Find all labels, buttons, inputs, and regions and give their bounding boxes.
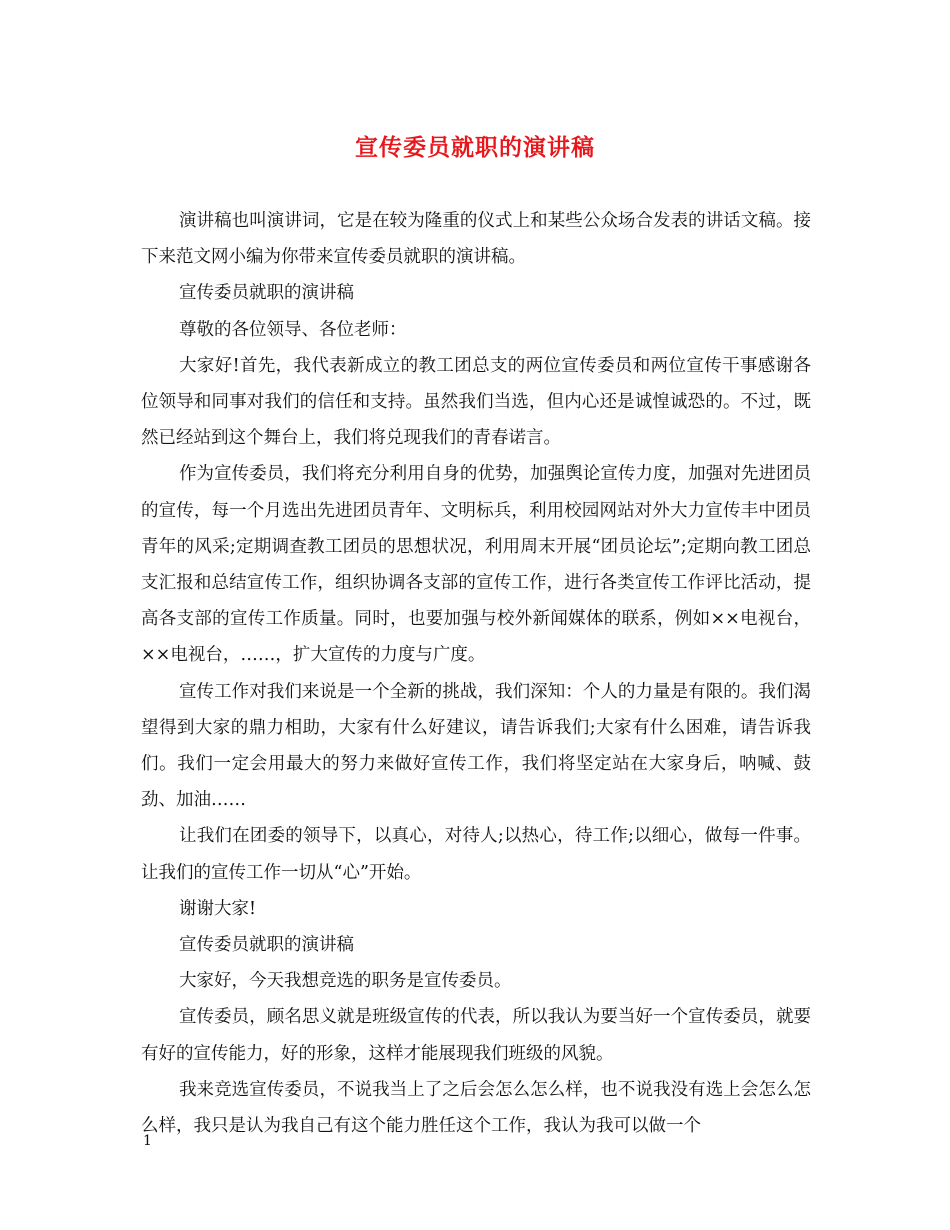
paragraph: 大家好，今天我想竞选的职务是宣传委员。 xyxy=(179,971,512,992)
paragraph: 让我们在团委的领导下，以真心，对待人;以热心，待工作;以细心，做每一件事。让我们的宣传工作一切从“心”开始。 xyxy=(141,826,811,883)
page-number: 1 xyxy=(143,1133,152,1149)
paragraph-thanks: 谢谢大家! xyxy=(179,898,257,919)
paragraph: 大家好!首先，我代表新成立的教工团总支的两位宣传委员和两位宣传干事感谢各位领导和同事对我们的信任和支持。虽然我们当选，但内心还是诚惶诚恐的。不过，既然已经站到这个舞台上，我们将兑现我们的青春诺言。 xyxy=(141,355,811,449)
paragraph-subtitle: 宣传委员就职的演讲稿 xyxy=(179,283,354,304)
paragraph-salutation: 尊敬的各位领导、各位老师： xyxy=(179,319,407,340)
paragraph: 我来竞选宣传委员，不说我当上了之后会怎么怎么样，也不说我没有选上会怎么怎么样，我只是认为我自己有这个能力胜任这个工作，我认为我可以做一个 xyxy=(141,1079,811,1137)
document-title: 宣传委员就职的演讲稿 xyxy=(355,134,595,161)
paragraph: 作为宣传委员，我们将充分利用自身的优势，加强舆论宣传力度，加强对先进团员的宣传，每一个月选出先进团员青年、文明标兵，利用校园网站对外大力宣传丰中团员青年的风采;定期调查教工团员的思想状况，利用周末开展“团员论坛”;定期向教工团总支汇报和总结宣传工作，组织协调各支部的宣传工作，进行各类宣传工作评比活动，提高各支部的宣传工作质量。同时，也要加强与校外新闻媒体的联系，例如××电视台，××电视台，……，扩大宣传的力度与广度。 xyxy=(141,464,811,666)
document-body xyxy=(141,203,811,1144)
paragraph-subtitle: 宣传委员就职的演讲稿 xyxy=(179,935,354,956)
paragraph: 宣传委员，顾名思义就是班级宣传的代表，所以我认为要当好一个宣传委员，就要有好的宣传能力，好的形象，这样才能展现我们班级的风貌。 xyxy=(141,1007,811,1064)
paragraph-intro: 演讲稿也叫演讲词，它是在较为隆重的仪式上和某些公众场合发表的讲话文稿。接下来范文网小编为你带来宣传委员就职的演讲稿。 xyxy=(141,211,811,268)
paragraph: 宣传工作对我们来说是一个全新的挑战，我们深知：个人的力量是有限的。我们渴望得到大家的鼎力相助，大家有什么好建议，请告诉我们;大家有什么困难，请告诉我们。我们一定会用最大的努力来做好宣传工作，我们将坚定站在大家身后，呐喊、鼓劲、加油…… xyxy=(141,681,811,811)
